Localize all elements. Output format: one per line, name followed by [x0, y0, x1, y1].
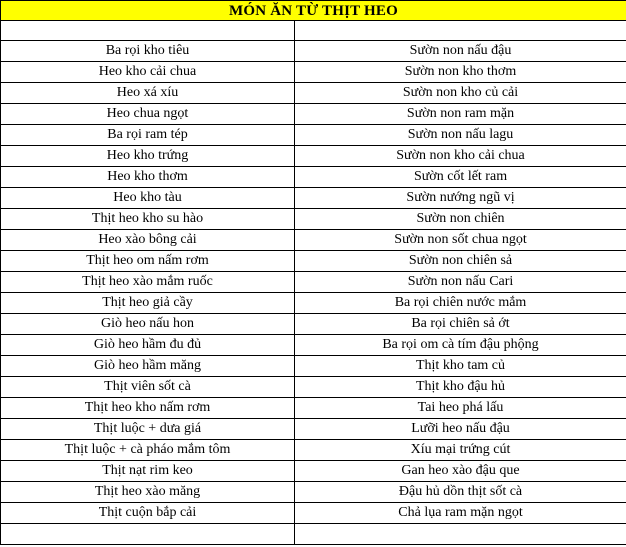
blank-cell-right	[295, 524, 626, 545]
pork-dish-cell: Thịt heo xào măng	[1, 482, 295, 503]
pork-dish-cell: Heo xá xíu	[1, 83, 295, 104]
rib-dish-cell: Đậu hủ dồn thịt sốt cà	[295, 482, 626, 503]
pork-dish-cell: Giò heo nấu hon	[1, 314, 295, 335]
rib-dish-cell: Sườn nướng ngũ vị	[295, 188, 626, 209]
dish-row	[1, 293, 626, 314]
pork-dish-cell: Thịt heo kho nấm rơm	[1, 398, 295, 419]
pork-dish-cell: Heo kho tàu	[1, 188, 295, 209]
pork-dish-cell: Heo kho thơm	[1, 167, 295, 188]
rib-dish-cell: Chả lụa ram mặn ngọt	[295, 503, 626, 524]
rib-dish-cell: Sườn non chiên	[295, 209, 626, 230]
dish-row	[1, 419, 626, 440]
pork-dish-cell: Ba rọi kho tiêu	[1, 41, 295, 62]
rib-dish-cell: Sườn non nấu Cari	[295, 272, 626, 293]
rib-dish-cell: Sườn cốt lết ram	[295, 167, 626, 188]
blank-row	[1, 21, 626, 41]
dish-row	[1, 314, 626, 335]
pork-dish-cell: Thịt luộc + cà pháo mắm tôm	[1, 440, 295, 461]
pork-dish-cell: Giò heo hầm măng	[1, 356, 295, 377]
dish-row	[1, 41, 626, 62]
dish-row	[1, 167, 626, 188]
rib-dish-cell: Ba rọi chiên sả ớt	[295, 314, 626, 335]
pork-dish-cell: Heo kho trứng	[1, 146, 295, 167]
dish-row	[1, 251, 626, 272]
dish-row	[1, 398, 626, 419]
rib-dish-cell: Thịt kho tam củ	[295, 356, 626, 377]
pork-dish-cell: Thịt heo om nấm rơm	[1, 251, 295, 272]
pork-dish-cell: Ba rọi ram tép	[1, 125, 295, 146]
blank-cell-right	[295, 21, 626, 41]
dish-row	[1, 482, 626, 503]
dish-row	[1, 230, 626, 251]
rib-dish-cell: Sườn non kho củ cải	[295, 83, 626, 104]
rib-dish-cell: Sườn non chiên sả	[295, 251, 626, 272]
dish-row	[1, 146, 626, 167]
blank-row	[1, 524, 626, 545]
dish-row	[1, 461, 626, 482]
dish-row	[1, 503, 626, 524]
dish-row	[1, 209, 626, 230]
rib-dish-cell: Sườn non sốt chua ngọt	[295, 230, 626, 251]
pork-dish-cell: Heo xào bông cải	[1, 230, 295, 251]
pork-dish-cell: Thịt luộc + dưa giá	[1, 419, 295, 440]
blank-cell-left	[1, 524, 295, 545]
pork-dish-cell: Heo kho cải chua	[1, 62, 295, 83]
dish-row	[1, 188, 626, 209]
rib-dish-cell: Sườn non nấu đậu	[295, 41, 626, 62]
title-row	[1, 1, 626, 21]
pork-dish-cell: Giò heo hầm đu đủ	[1, 335, 295, 356]
rib-dish-cell: Tai heo phá lấu	[295, 398, 626, 419]
rib-dish-cell: Ba rọi om cà tím đậu phộng	[295, 335, 626, 356]
dish-row	[1, 377, 626, 398]
pork-dish-cell: Thịt viên sốt cà	[1, 377, 295, 398]
rib-dish-cell: Sườn non ram mặn	[295, 104, 626, 125]
dish-row	[1, 272, 626, 293]
pork-dish-cell: Thịt nạt rim keo	[1, 461, 295, 482]
dish-row	[1, 335, 626, 356]
rib-dish-cell: Sườn non kho cải chua	[295, 146, 626, 167]
sheet-title: MÓN ĂN TỪ THỊT HEO	[1, 1, 626, 21]
rib-dish-cell: Thịt kho đậu hủ	[295, 377, 626, 398]
dish-row	[1, 356, 626, 377]
dish-table-body	[1, 1, 626, 545]
rib-dish-cell: Gan heo xào đậu que	[295, 461, 626, 482]
blank-cell-left	[1, 21, 295, 41]
dish-row	[1, 125, 626, 146]
dish-row	[1, 440, 626, 461]
rib-dish-cell: Ba rọi chiên nước mắm	[295, 293, 626, 314]
dish-row	[1, 83, 626, 104]
pork-dish-cell: Thịt heo giả cầy	[1, 293, 295, 314]
pork-dish-cell: Thịt heo kho su hào	[1, 209, 295, 230]
rib-dish-cell: Sườn non kho thơm	[295, 62, 626, 83]
dish-row	[1, 62, 626, 83]
pork-dish-cell: Thịt heo xào mắm ruốc	[1, 272, 295, 293]
pork-dish-cell: Heo chua ngọt	[1, 104, 295, 125]
rib-dish-cell: Sườn non nấu lagu	[295, 125, 626, 146]
rib-dish-cell: Lưỡi heo nấu đậu	[295, 419, 626, 440]
rib-dish-cell: Xíu mại trứng cút	[295, 440, 626, 461]
dish-row	[1, 104, 626, 125]
pork-dish-cell: Thịt cuộn bắp cải	[1, 503, 295, 524]
